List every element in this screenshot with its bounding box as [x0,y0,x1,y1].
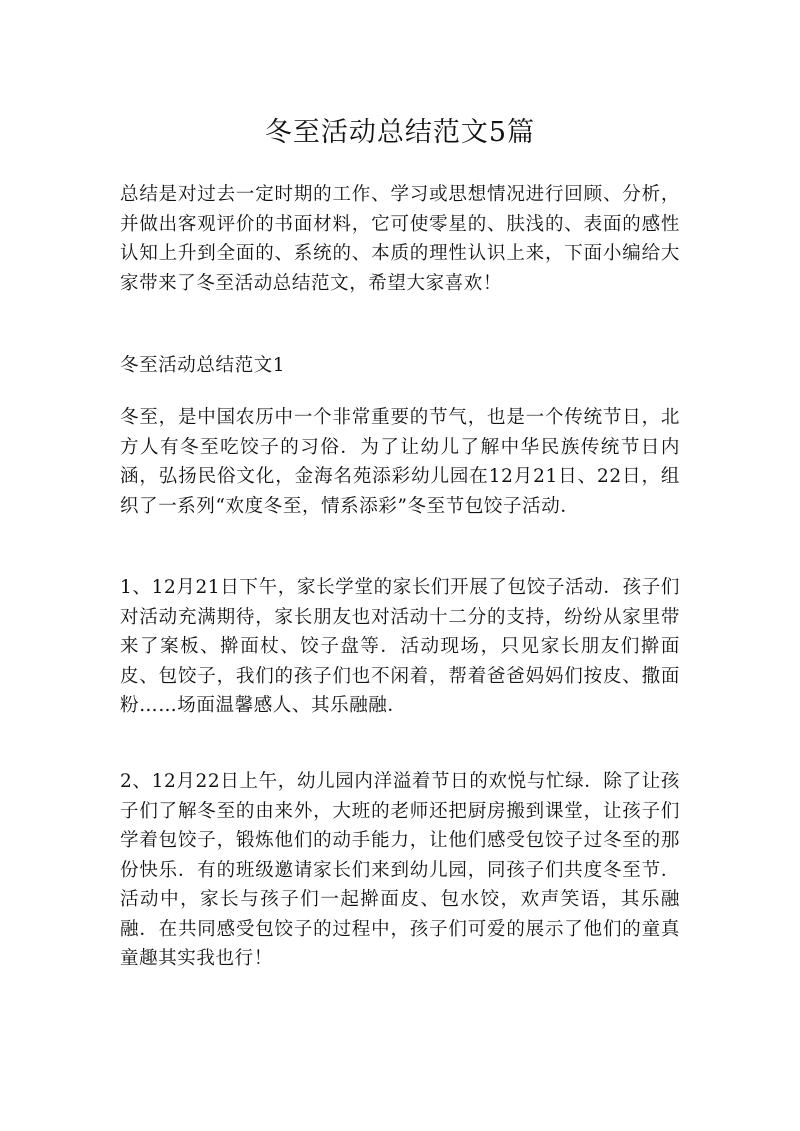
body-paragraph-3: 2、12月22日上午，幼儿园内洋溢着节日的欢悦与忙绿．除了让孩子们了解冬至的由来外，大班的老师还把厨房搬到课堂，让孩子们学着包饺子，锻炼他们的动手能力，让他们感受包饺子过冬至的那份快乐．有的班级邀请家长们来到幼儿园，同孩子们共度冬至节．活动中，家长与孩子们一起擀面皮、包水饺，欢声笑语，其乐融融．在共同感受包饺子的过程中，孩子们可爱的展示了他们的童真童趣其实我也行！ [120,771,680,969]
section-heading: 冬至活动总结范文1 [120,355,286,376]
document-title: 冬至活动总结范文5篇 [264,117,536,148]
body-paragraph-2: 1、12月21日下午，家长学堂的家长们开展了包饺子活动．孩子们对活动充满期待，家长朋友也对活动十二分的支持，纷纷从家里带来了案板、擀面杖、饺子盘等．活动现场，只见家长朋友们擀面皮、包饺子，我们的孩子们也不闲着，帮着爸爸妈妈们按皮、撒面粉……场面温馨感人、其乐融融． [120,577,680,716]
body-paragraph-1: 冬至，是中国农历中一个非常重要的节气，也是一个传统节日，北方人有冬至吃饺子的习俗．为了让幼儿了解中华民族传统节日内涵，弘扬民俗文化，金海名苑添彩幼儿园在12月21日、22日，组织了一系列“欢度冬至，情系添彩”冬至节包饺子活动． [120,407,680,517]
intro-paragraph: 总结是对过去一定时期的工作、学习或思想情况进行回顾、分析，并做出客观评价的书面材料，它可使零星的、肤浅的、表面的感性认知上升到全面的、系统的、本质的理性认识上来，下面小编给大家带来了冬至活动总结范文，希望大家喜欢！ [120,184,680,294]
